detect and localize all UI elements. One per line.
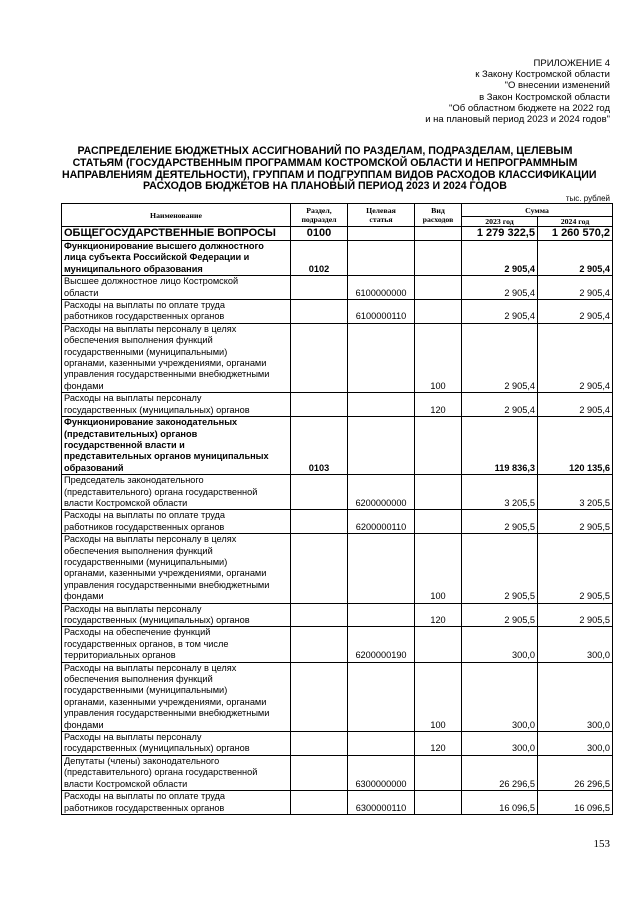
table-row: [62, 510, 613, 534]
row-target: [348, 534, 415, 603]
row-type: 120: [415, 603, 462, 627]
row-section: [291, 475, 348, 510]
row-name: [62, 227, 291, 241]
row-target: [348, 393, 415, 417]
row-name: [62, 417, 291, 475]
row-type: [415, 755, 462, 790]
header-2023: 2023 год: [462, 217, 538, 227]
row-sum-2024: 2 905,4: [538, 323, 613, 392]
row-name-line: Расходы на выплаты персоналу в целях: [64, 534, 237, 545]
row-name-line: (представительного) органа государственной: [64, 767, 258, 778]
table-row: [62, 300, 613, 324]
row-section: 0102: [291, 241, 348, 276]
row-sum-2023: 300,0: [462, 662, 538, 731]
row-type: [415, 276, 462, 300]
row-sum-2024: 300,0: [538, 662, 613, 731]
row-name: [62, 475, 291, 510]
row-name: [62, 510, 291, 534]
row-sum-2024: 120 135,6: [538, 417, 613, 475]
row-sum-2024: 2 905,4: [538, 241, 613, 276]
row-sum-2023: 2 905,5: [462, 510, 538, 534]
row-target: 6200000110: [348, 510, 415, 534]
row-name-line: фондами: [64, 719, 104, 730]
header-2024: 2024 год: [538, 217, 613, 227]
row-name-line: области: [64, 287, 99, 298]
row-section: 0103: [291, 417, 348, 475]
row-name-line: ОБЩЕГОСУДАРСТВЕННЫЕ ВОПРОСЫ: [64, 227, 276, 239]
row-type: [415, 475, 462, 510]
row-name-line: Расходы на выплаты персоналу: [64, 732, 202, 743]
row-name-line: органами, казенными учреждениями, органами: [64, 358, 267, 369]
row-type: [415, 227, 462, 241]
row-name-line: власти Костромской области: [64, 497, 188, 508]
row-target: [348, 662, 415, 731]
row-name: [62, 241, 291, 276]
row-target: 6300000110: [348, 791, 415, 815]
row-name: [62, 603, 291, 627]
table-row: [62, 534, 613, 603]
row-name-line: управления государственными внебюджетными: [64, 579, 270, 590]
row-sum-2024: 300,0: [538, 627, 613, 662]
appendix-block: [425, 58, 610, 125]
row-name-line: Расходы на выплаты персоналу: [64, 393, 202, 404]
row-name: [62, 323, 291, 392]
row-name-line: Функционирование законодательных: [64, 417, 238, 428]
row-name: [62, 755, 291, 790]
row-type: [415, 300, 462, 324]
table-row: [62, 323, 613, 392]
row-type: [415, 510, 462, 534]
row-name-line: Расходы на выплаты по оплате труда: [64, 791, 225, 802]
row-target: 6100000000: [348, 276, 415, 300]
row-name: [62, 300, 291, 324]
header-section: Раздел, подраздел: [291, 204, 348, 227]
row-sum-2024: 2 905,4: [538, 393, 613, 417]
row-section: [291, 662, 348, 731]
row-sum-2023: 2 905,4: [462, 323, 538, 392]
appendix-line: ПРИЛОЖЕНИЕ 4: [533, 58, 610, 69]
row-target: [348, 603, 415, 627]
row-section: [291, 534, 348, 603]
table-row: [62, 662, 613, 731]
appendix-line: к Закону Костромской области: [475, 69, 610, 81]
row-name-line: территориальных органов: [64, 650, 176, 661]
row-sum-2023: 2 905,5: [462, 603, 538, 627]
row-sum-2024: 2 905,5: [538, 603, 613, 627]
table-row: [62, 603, 613, 627]
row-target: [348, 323, 415, 392]
row-sum-2023: 2 905,4: [462, 241, 538, 276]
row-sum-2024: 2 905,4: [538, 276, 613, 300]
title-line: РАСХОДОВ БЮДЖЕТОВ НА ПЛАНОВЫЙ ПЕРИОД 2023 И 2024 ГОДОВ: [143, 180, 507, 193]
row-name-line: обеспечения выполнения функций: [64, 674, 213, 685]
row-name-line: управления государственными внебюджетными: [64, 708, 270, 719]
row-section: [291, 755, 348, 790]
row-sum-2023: 2 905,5: [462, 534, 538, 603]
row-name-line: работников государственных органов: [64, 311, 225, 322]
row-name: [62, 627, 291, 662]
row-name-line: (представительного) органа государственной: [64, 486, 258, 497]
table-row: [62, 791, 613, 815]
title-line: НАПРАВЛЕНИЯМ ДЕЯТЕЛЬНОСТИ), ГРУППАМ И ПОДГРУППАМ ВИДОВ РАСХОДОВ КЛАССИФИКАЦИИ: [62, 168, 597, 181]
row-name-line: образований: [64, 462, 124, 473]
row-target: [348, 227, 415, 241]
appendix-line: в Закон Костромской области: [479, 91, 610, 103]
row-sum-2023: 2 905,4: [462, 393, 538, 417]
appendix-line: "Об областном бюджете на 2022 год: [449, 102, 610, 114]
row-sum-2023: 26 296,5: [462, 755, 538, 790]
row-sum-2023: 119 836,3: [462, 417, 538, 475]
header-target: Целевая статья: [348, 204, 415, 227]
row-name-line: Расходы на выплаты персоналу в целях: [64, 662, 237, 673]
row-name: [62, 393, 291, 417]
title-line: РАСПРЕДЕЛЕНИЕ БЮДЖЕТНЫХ АССИГНОВАНИЙ ПО РАЗДЕЛАМ, ПОДРАЗДЕЛАМ, ЦЕЛЕВЫМ: [77, 145, 573, 157]
table-row: [62, 475, 613, 510]
row-sum-2024: 16 096,5: [538, 791, 613, 815]
document-title: [62, 145, 597, 193]
row-sum-2023: 16 096,5: [462, 791, 538, 815]
row-name-line: муниципального образования: [64, 263, 203, 274]
row-name-line: власти Костромской области: [64, 778, 188, 789]
row-name-line: органами, казенными учреждениями, органами: [64, 696, 267, 707]
row-section: [291, 300, 348, 324]
row-type: 120: [415, 732, 462, 756]
row-name-line: государственными (муниципальными): [64, 346, 228, 357]
row-name-line: Председатель законодательного: [64, 475, 204, 486]
row-sum-2024: 1 260 570,2: [538, 227, 613, 241]
title-line: СТАТЬЯМ (ГОСУДАРСТВЕННЫМ ПРОГРАММАМ КОСТРОМСКОЙ ОБЛАСТИ И НЕПРОГРАММНЫМ: [72, 156, 578, 169]
row-sum-2023: 300,0: [462, 627, 538, 662]
row-name-line: (представительных) органов: [64, 428, 198, 439]
table-row: [62, 276, 613, 300]
row-name-line: Высшее должностное лицо Костромской: [64, 276, 239, 287]
row-name-line: фондами: [64, 591, 104, 602]
row-type: [415, 417, 462, 475]
row-type: 100: [415, 534, 462, 603]
table-row: [62, 417, 613, 475]
row-target: 6300000000: [348, 755, 415, 790]
row-name: [62, 791, 291, 815]
header-name: Наименование: [62, 204, 291, 227]
row-type: [415, 791, 462, 815]
row-sum-2024: 26 296,5: [538, 755, 613, 790]
row-type: [415, 241, 462, 276]
row-section: [291, 323, 348, 392]
row-section: [291, 510, 348, 534]
row-name-line: Расходы на выплаты по оплате труда: [64, 510, 225, 521]
row-name: [62, 732, 291, 756]
row-name: [62, 276, 291, 300]
row-name-line: органами, казенными учреждениями, органами: [64, 568, 267, 579]
table-row: [62, 393, 613, 417]
appendix-line: "О внесении изменений: [504, 80, 610, 92]
table-row: [62, 755, 613, 790]
row-name-line: Расходы на выплаты персоналу в целях: [64, 323, 237, 334]
row-sum-2023: 1 279 322,5: [462, 227, 538, 241]
appendix-line: и на плановый период 2023 и 2024 годов": [425, 114, 610, 126]
row-name-line: Депутаты (члены) законодательного: [64, 755, 220, 766]
row-sum-2023: 2 905,4: [462, 300, 538, 324]
row-name-line: управления государственными внебюджетными: [64, 369, 270, 380]
row-name-line: Расходы на выплаты персоналу: [64, 603, 202, 614]
row-name-line: обеспечения выполнения функций: [64, 545, 213, 556]
row-section: 0100: [291, 227, 348, 241]
row-type: 120: [415, 393, 462, 417]
table-row: [62, 241, 613, 276]
row-name-line: государственных (муниципальных) органов: [64, 743, 250, 754]
row-section: [291, 627, 348, 662]
row-name-line: фондами: [64, 380, 104, 391]
row-name-line: государственных органов, в том числе: [64, 638, 229, 649]
row-type: [415, 627, 462, 662]
row-name-line: работников государственных органов: [64, 521, 225, 532]
units-label: тыс. рублей: [565, 194, 610, 203]
row-target: [348, 417, 415, 475]
row-sum-2024: 300,0: [538, 732, 613, 756]
row-target: 6200000000: [348, 475, 415, 510]
row-name-line: Расходы на обеспечение функций: [64, 627, 211, 638]
row-sum-2024: 2 905,5: [538, 534, 613, 603]
budget-table: [61, 203, 613, 815]
row-sum-2023: 300,0: [462, 732, 538, 756]
row-name-line: обеспечения выполнения функций: [64, 335, 213, 346]
row-name-line: государственными (муниципальными): [64, 556, 228, 567]
row-target: 6100000110: [348, 300, 415, 324]
page-number: 153: [593, 838, 610, 850]
table-row: [62, 627, 613, 662]
row-type: 100: [415, 323, 462, 392]
row-target: 6200000190: [348, 627, 415, 662]
row-sum-2023: 3 205,5: [462, 475, 538, 510]
row-section: [291, 791, 348, 815]
row-sum-2024: 3 205,5: [538, 475, 613, 510]
row-sum-2023: 2 905,4: [462, 276, 538, 300]
row-name-line: лица субъекта Российской Федерации и: [64, 252, 250, 263]
row-name: [62, 662, 291, 731]
table-row: [62, 227, 613, 241]
row-name-line: государственной власти и: [64, 439, 185, 450]
row-section: [291, 276, 348, 300]
row-section: [291, 393, 348, 417]
row-name-line: государственных (муниципальных) органов: [64, 404, 250, 415]
row-target: [348, 241, 415, 276]
row-name-line: представительных органов муниципальных: [64, 451, 269, 462]
row-name-line: Расходы на выплаты по оплате труда: [64, 300, 225, 311]
row-name: [62, 534, 291, 603]
row-name-line: государственных (муниципальных) органов: [64, 615, 250, 625]
row-sum-2024: 2 905,4: [538, 300, 613, 324]
row-name-line: Функционирование высшего должностного: [64, 241, 264, 251]
row-section: [291, 732, 348, 756]
row-name-line: работников государственных органов: [64, 802, 225, 813]
header-sum: Сумма: [462, 204, 613, 217]
table-row: [62, 732, 613, 756]
row-name-line: государственными (муниципальными): [64, 685, 228, 696]
header-type: Вид расходов: [415, 204, 462, 227]
row-section: [291, 603, 348, 627]
row-sum-2024: 2 905,5: [538, 510, 613, 534]
row-type: 100: [415, 662, 462, 731]
row-target: [348, 732, 415, 756]
